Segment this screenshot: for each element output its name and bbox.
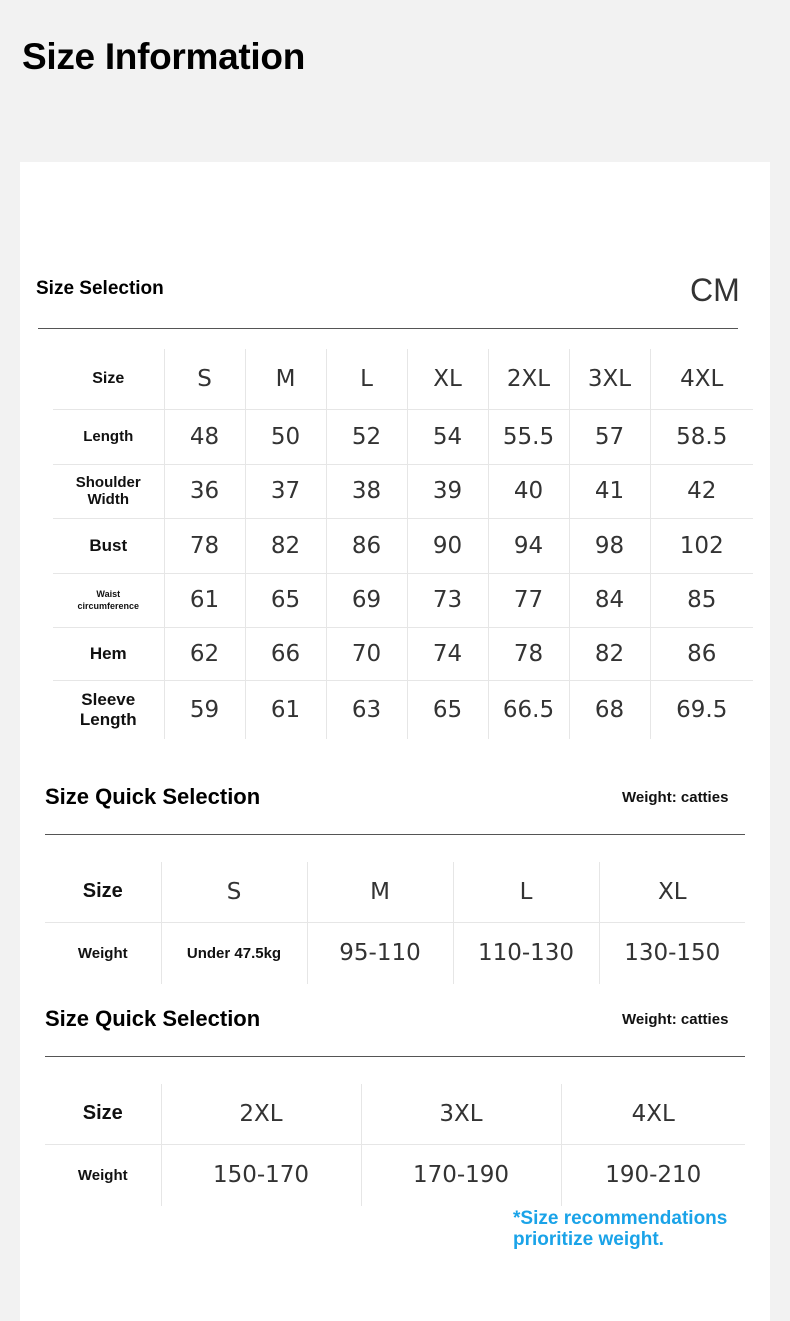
weight-unit-note: Weight: catties [622,1011,729,1028]
measurement-cell: 69.5 [676,696,728,723]
measurement-cell: 85 [650,573,753,627]
quick-selection-table [45,1084,745,1206]
measurement-cell: 66.5 [488,680,569,739]
measurement-cell: 61 [245,680,326,739]
measurement-cell: 86 [326,518,407,573]
size-header-cell: L [453,862,599,922]
measurement-cell: 102 [650,518,753,573]
size-chart-table [53,349,753,739]
table-row [53,409,753,464]
weight-cell: 190-210 [605,1162,702,1189]
table-row [53,464,753,518]
table-header-row [53,349,753,409]
table-header-row [45,862,745,922]
quick-selection-title: Size Quick Selection [45,784,261,809]
measurement-cell: 38 [326,464,407,518]
row-label: Waist circumference [53,573,164,627]
size-header-cell: 3XL [361,1084,561,1144]
measurement-cell: 48 [164,409,245,464]
table-row [53,518,753,573]
measurement-cell: 77 [488,573,569,627]
table-row [45,1144,745,1206]
table-header-row [45,1084,745,1144]
measurement-cell: 90 [407,518,488,573]
weight-cell: 130-150 [624,940,721,967]
measurement-cell: 58.5 [650,409,753,464]
measurement-cell: 68 [569,680,650,739]
size-header-cell: 4XL [650,349,753,409]
table-row [53,627,753,680]
row-label: Size [45,1084,161,1144]
measurement-cell: 40 [488,464,569,518]
row-label: Weight [45,1144,161,1206]
measurement-cell: 63 [326,680,407,739]
measurement-cell: 84 [569,573,650,627]
measurement-cell: 50 [245,409,326,464]
size-header-cell: L [326,349,407,409]
measurement-cell: 61 [164,573,245,627]
row-label: Bust [53,518,164,573]
measurement-cell: 62 [164,627,245,680]
measurement-cell: 65 [245,573,326,627]
size-header-cell: 2XL [161,1084,361,1144]
weight-cell: Under 47.5kg [161,922,307,984]
measurement-cell: 36 [164,464,245,518]
measurement-cell: 86 [650,627,753,680]
section-divider [45,1056,745,1057]
weight-cell: 170-190 [361,1144,561,1206]
size-header-cell: 4XL [561,1084,745,1144]
table-row [45,922,745,984]
measurement-cell: 98 [569,518,650,573]
size-header-cell: 3XL [569,349,650,409]
weight-cell: 95-110 [307,922,453,984]
size-header-cell: S [164,349,245,409]
size-header-cell: XL [599,862,745,922]
measurement-cell: 59 [164,680,245,739]
measurement-cell: 54 [407,409,488,464]
size-header-cell: XL [407,349,488,409]
row-label: Weight [45,922,161,984]
size-header-cell: M [245,349,326,409]
measurement-cell: 73 [407,573,488,627]
unit-label: CM [690,272,740,308]
row-label: Shoulder Width [53,464,164,518]
measurement-cell: 94 [488,518,569,573]
quick-selection-table [45,862,745,984]
measurement-cell: 65 [407,680,488,739]
measurement-cell: 78 [488,627,569,680]
row-label: Hem [53,627,164,680]
weight-cell: 110-130 [453,922,599,984]
table-row [53,680,753,739]
row-label: Size [45,862,161,922]
measurement-cell: 41 [569,464,650,518]
page-title: Size Information [22,36,305,77]
measurement-cell: 69 [326,573,407,627]
measurement-cell: 74 [407,627,488,680]
measurement-cell: 52 [326,409,407,464]
measurement-cell: 82 [569,627,650,680]
measurement-cell: 70 [326,627,407,680]
measurement-cell: 66 [245,627,326,680]
size-selection-title: Size Selection [36,278,164,299]
quick-selection-title: Size Quick Selection [45,1006,261,1031]
size-header-cell: S [161,862,307,922]
size-header-cell: M [307,862,453,922]
section-divider [45,834,745,835]
row-label: Size [53,349,164,409]
measurement-cell: 78 [164,518,245,573]
size-recommendation-note: *Size recommendations prioritize weight. [513,1208,728,1250]
measurement-cell: 82 [245,518,326,573]
table-row [53,573,753,627]
measurement-cell: 39 [407,464,488,518]
measurement-cell: 57 [569,409,650,464]
measurement-cell: 37 [245,464,326,518]
row-label: Length [53,409,164,464]
weight-unit-note: Weight: catties [622,789,729,806]
measurement-cell: 55.5 [488,409,569,464]
row-label: Sleeve Length [53,680,164,739]
measurement-cell: 42 [650,464,753,518]
size-header-cell: 2XL [488,349,569,409]
section-divider [38,328,738,329]
size-info-card [20,162,770,1321]
weight-cell: 150-170 [161,1144,361,1206]
